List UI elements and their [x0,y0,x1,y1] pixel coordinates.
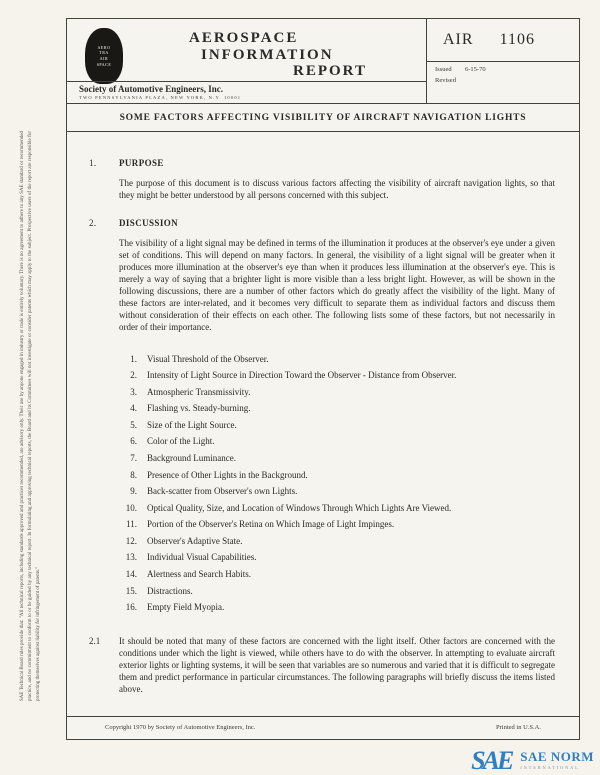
factor-text: Portion of the Observer's Retina on Which Image of Light Impinges. [147,519,395,530]
section-purpose [89,158,555,202]
factor-item [119,420,555,432]
factor-number: 8. [130,469,137,480]
factor-item [119,370,555,382]
document-header [67,19,579,104]
issued-label: Issued [435,66,452,73]
factor-text: Empty Field Myopia. [147,602,225,613]
document-frame [66,18,580,740]
factor-text: Color of the Light. [147,436,215,447]
section-paragraph: The visibility of a light signal may be defined in terms of the illumination it produces at the observer's eye under a given set of conditions. This will depend on many factors. In general, the visibility of a light signal will be greater when it produces more illumination at the observer's eye than when it produces less illumination at the observer's eye. This is merely a way of saying that a brighter light is more visible than a less bright light. However, as will be shown in the following discussions, there are a number of other factors which do greatly affect the visibility of the light. Many of these factors are inter-related, and it becomes very difficult to separate them as individual factors and discuss them without consideration of their effects on each other. The following lists some of these factors, but not necessarily in order of their importance. [119,237,555,332]
factor-number: 4. [130,403,137,414]
factor-number: 15. [125,585,137,596]
factor-number: 2. [130,370,137,381]
report-type-line-2: INFORMATION [201,46,334,63]
section-paragraph: The purpose of this document is to discuss various factors affecting the visibility of aircraft navigation lights, so that they might be better understood by all persons concerned with this subject. [119,177,555,200]
header-left-cell [67,19,427,103]
factor-text: Distractions. [147,585,193,596]
factor-item [119,503,555,515]
factor-number: 9. [130,486,137,497]
factor-item [119,354,555,366]
factor-number: 14. [125,568,137,579]
document-code-label: AIR [443,31,474,48]
section-discussion [89,218,555,334]
document-body [67,132,579,716]
factor-number: 12. [125,535,137,546]
issued-date: 6-15-70 [465,66,486,73]
revised-row [435,77,571,84]
sae-norm-subtext: INTERNATIONAL [520,764,580,770]
document-footer [67,716,579,739]
factor-item [119,586,555,598]
document-code-number: 1106 [499,31,535,48]
section-title: DISCUSSION [119,217,179,228]
document-title: SOME FACTORS AFFECTING VISIBILITY OF AIRCRAFT NAVIGATION LIGHTS [67,104,579,132]
report-type-line-3: REPORT [293,63,367,79]
factor-number: 10. [125,502,137,513]
publisher-block [67,81,426,103]
factor-text: Individual Visual Capabilities. [147,552,257,563]
sae-norm-logo-icon: SAE [471,745,512,775]
vertical-disclaimer-text: SAE Technical Board rules provide that: "All technical reports, including standards approved and practices recommended, are advisory only. Their use by anyone engaged in industry or trade is entirely voluntary. There is no agreement to adhere to any SAE standard or recommended practice, and no commitment to conform to or be guided by any technical report. In formulating and approving technical reports, the Board and its Committees will not investigate or consider patents which may apply to the subject. Prospective users of the report are responsible for protecting themselves against liability for infringement of patents." [20,131,41,701]
factor-number: 5. [130,419,137,430]
factor-item [119,486,555,498]
factor-item [119,602,555,614]
report-type-line-1: AEROSPACE [189,30,299,46]
factor-item [119,403,555,415]
factor-text: Alertness and Search Habits. [147,568,251,579]
factor-item [119,519,555,531]
factor-item [119,387,555,399]
printed-in-notice: Printed in U.S.A. [496,724,541,731]
factor-item [119,552,555,564]
emblem-line: SPACE [96,61,112,67]
factor-number: 6. [130,436,137,447]
sae-norm-name: SAE NORM [520,748,594,764]
revised-label: Revised [435,77,456,84]
subsection-paragraph: It should be noted that many of these factors are concerned with the light itself. Other factors are concerned with the conditions under which the light is viewed, while others have to do with the observer. In attempting to evaluate aircraft exterior lights or lighting systems, it will be seen that variables are so numerous and varied that it is difficult to segregate them and predict performance in particular circumstances. The following paragraphs will briefly discuss the items listed above. [119,636,555,694]
document-code [427,19,579,61]
factor-text: Size of the Light Source. [147,419,237,430]
issued-row [435,66,571,73]
factor-text: Optical Quality, Size, and Location of Windows Through Which Lights Are Viewed. [147,502,452,513]
section-title: PURPOSE [119,158,164,168]
factor-number: 3. [130,386,137,397]
factor-text: Background Luminance. [147,453,236,463]
emblem-line: AIR [99,56,109,61]
section-2-1 [89,636,555,696]
factor-item [119,569,555,581]
factor-item [119,470,555,482]
publisher-address: TWO PENNSYLVANIA PLAZA, NEW YORK, N.Y. 10001 [79,95,242,100]
section-number: 2. [89,217,97,228]
factor-text: Atmospheric Transmissivity. [147,386,251,397]
copyright-notice: Copyright 1970 by Society of Automotive Engineers, Inc. [105,724,256,731]
section-heading [89,158,555,170]
factors-list [119,354,555,614]
header-right-cell [427,19,579,103]
subsection-number: 2.1 [89,636,101,647]
section-heading [89,218,555,230]
factor-number: 7. [130,453,137,463]
sae-norm-watermark [471,745,594,775]
factor-item [119,436,555,448]
factor-text: Presence of Other Lights in the Background. [147,469,308,480]
issue-revision-block [427,61,579,103]
factor-text: Back-scatter from Observer's own Lights. [147,486,298,497]
factor-number: 13. [125,552,137,563]
factor-number: 16. [125,602,137,613]
factor-number: 11. [126,519,137,530]
factor-text: Observer's Adaptive State. [147,535,243,546]
publisher-name: Society of Automotive Engineers, Inc. [79,84,223,94]
factor-number: 1. [130,353,137,364]
sae-norm-label-block [520,750,594,770]
emblem-line: AERO [97,44,111,50]
factor-text: Visual Threshold of the Observer. [147,353,269,364]
factor-item [119,536,555,548]
factor-item [119,453,555,465]
section-number: 1. [89,158,97,168]
sae-emblem-icon [85,28,123,84]
factor-text: Intensity of Light Source in Direction Toward the Observer - Distance from Observer. [147,370,457,381]
factor-text: Flashing vs. Steady-burning. [147,403,251,414]
emblem-line: TRA [99,50,109,56]
